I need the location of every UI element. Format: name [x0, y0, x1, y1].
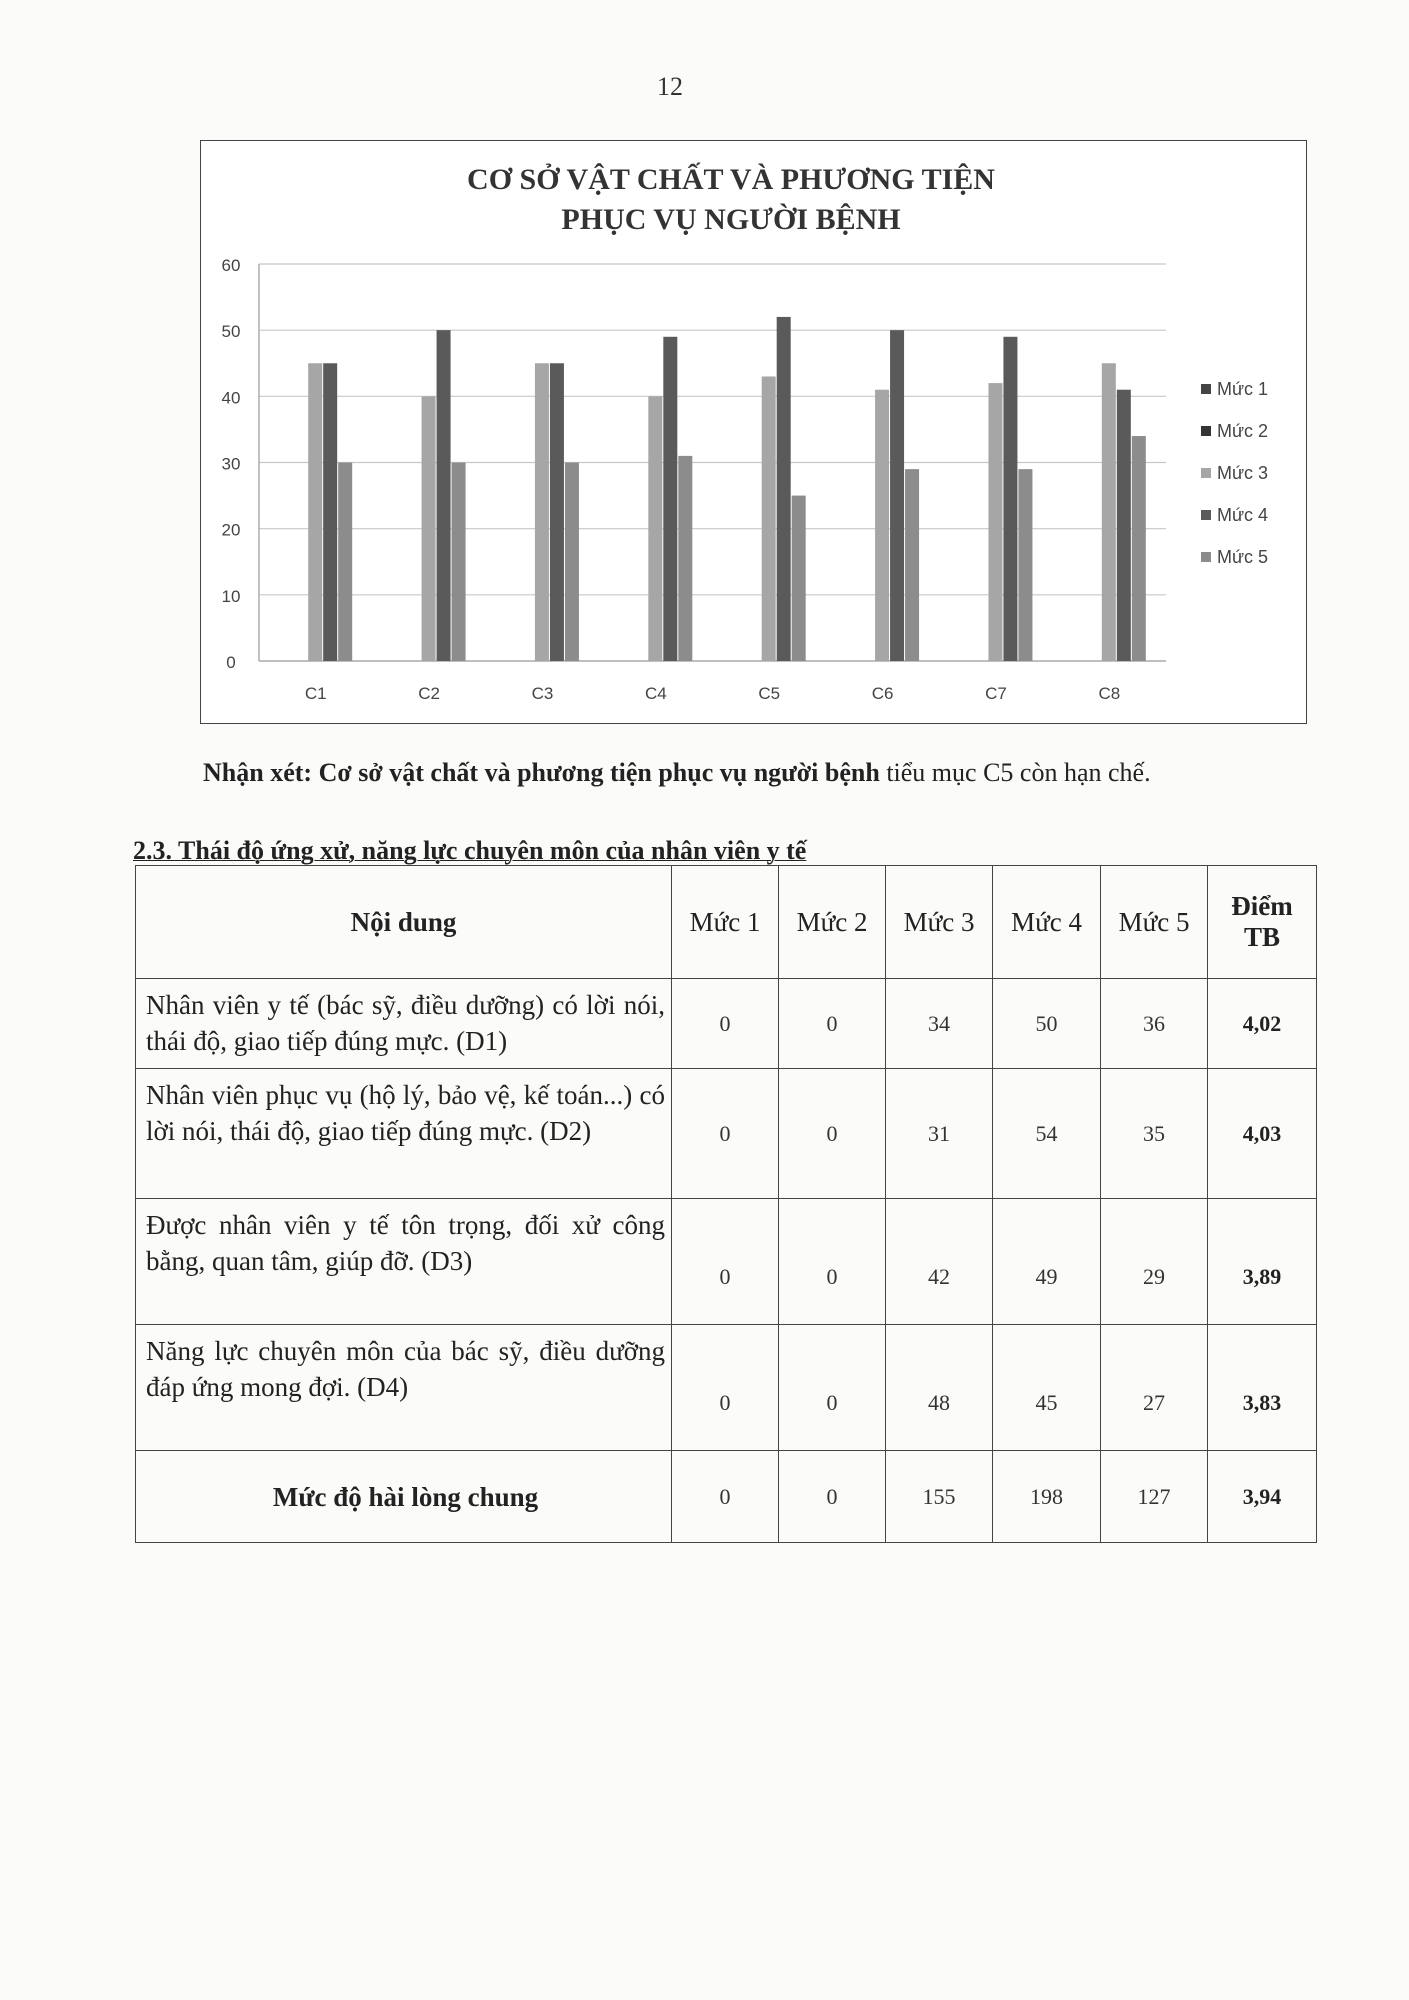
total-label: Mức độ hài lòng chung: [136, 1451, 672, 1543]
y-tick-label: 10: [221, 586, 241, 606]
remark-text: tiểu mục C5 còn hạn chế.: [886, 758, 1151, 787]
x-axis-ticks: [305, 684, 1120, 703]
chart-title-line1: CƠ SỞ VẬT CHẤT VÀ PHƯƠNG TIỆN: [467, 163, 995, 196]
bar-c2-series5: [452, 463, 466, 662]
y-tick-label: 20: [221, 520, 241, 540]
bar-chart: [200, 140, 1307, 724]
row-content: Được nhân viên y tế tôn trọng, đối xử công bằng, quan tâm, giúp đỡ. (D3): [136, 1199, 672, 1325]
cell-level3: 31: [886, 1069, 993, 1199]
cell-level2: 0: [779, 979, 886, 1069]
legend-swatch: [1201, 384, 1211, 394]
cell-level5: 29: [1101, 1199, 1208, 1325]
bar-c5-series4: [777, 317, 791, 661]
bar-c3-series5: [565, 463, 579, 662]
table-row: [136, 1069, 1317, 1199]
total-level4: 198: [993, 1451, 1101, 1543]
x-tick-label: C4: [644, 684, 667, 703]
bar-c4-series4: [663, 337, 677, 661]
remark-paragraph: [133, 756, 1313, 790]
cell-average: 4,03: [1208, 1069, 1317, 1199]
remark-label: Nhận xét:: [203, 758, 313, 787]
cell-level2: 0: [779, 1199, 886, 1325]
row-content: Nhân viên phục vụ (hộ lý, bảo vệ, kế toán...) có lời nói, thái độ, giao tiếp đúng mực. (D2): [136, 1069, 672, 1199]
cell-level2: 0: [779, 1069, 886, 1199]
bar-c1-series3: [308, 363, 322, 661]
cell-level5: 36: [1101, 979, 1208, 1069]
x-tick-label: C3: [531, 684, 554, 703]
cell-level5: 27: [1101, 1325, 1208, 1451]
bar-c7-series5: [1018, 469, 1032, 661]
chart-title-line2: PHỤC VỤ NGƯỜI BỆNH: [561, 203, 901, 236]
cell-level4: 50: [993, 979, 1101, 1069]
chart-legend: [1201, 379, 1268, 567]
bar-c8-series4: [1117, 390, 1131, 661]
cell-average: 4,02: [1208, 979, 1317, 1069]
total-level2: 0: [779, 1451, 886, 1543]
bar-c7-series4: [1003, 337, 1017, 661]
total-level3: 155: [886, 1451, 993, 1543]
cell-level1: 0: [672, 1069, 779, 1199]
cell-level3: 34: [886, 979, 993, 1069]
bar-c8-series5: [1132, 436, 1146, 661]
legend-swatch: [1201, 510, 1211, 520]
y-tick-label: 30: [221, 454, 241, 474]
cell-level4: 49: [993, 1199, 1101, 1325]
legend-label: Mức 4: [1217, 505, 1269, 525]
table-row: [136, 1325, 1317, 1451]
bar-c8-series3: [1102, 363, 1116, 661]
cell-level4: 45: [993, 1325, 1101, 1451]
cell-level5: 35: [1101, 1069, 1208, 1199]
header-average: [1208, 866, 1317, 979]
legend-label: Mức 3: [1217, 463, 1269, 483]
chart-bars: [308, 317, 1146, 661]
chart-canvas: [201, 141, 1306, 723]
y-tick-label: 0: [226, 653, 236, 672]
cell-level2: 0: [779, 1325, 886, 1451]
table-row: [136, 1199, 1317, 1325]
page-number: 12: [657, 72, 683, 101]
bar-c4-series3: [648, 396, 662, 661]
bar-c6-series5: [905, 469, 919, 661]
header-average-line1: Điểm: [1231, 891, 1293, 921]
row-content: Năng lực chuyên môn của bác sỹ, điều dưỡng đáp ứng mong đợi. (D4): [136, 1325, 672, 1451]
header-average-line2: TB: [1243, 922, 1281, 952]
legend-swatch: [1201, 426, 1211, 436]
bar-c5-series5: [792, 496, 806, 661]
legend-swatch: [1201, 552, 1211, 562]
y-tick-label: 40: [221, 388, 241, 408]
bar-c5-series3: [762, 376, 776, 661]
x-tick-label: C8: [1098, 684, 1121, 703]
legend-label: Mức 5: [1217, 547, 1269, 567]
x-tick-label: C2: [418, 684, 440, 703]
cell-level4: 54: [993, 1069, 1101, 1199]
cell-level1: 0: [672, 979, 779, 1069]
y-tick-label: 60: [221, 256, 241, 275]
table-row-total: [136, 1451, 1317, 1543]
bar-c6-series3: [875, 390, 889, 661]
x-tick-label: C7: [985, 684, 1007, 703]
bar-c2-series3: [422, 396, 436, 661]
total-average: 3,94: [1208, 1451, 1317, 1543]
staff-attitude-table: [135, 865, 1317, 1543]
legend-label: Mức 1: [1217, 379, 1269, 399]
remark-bold-text: Cơ sở vật chất và phương tiện phục vụ người bệnh: [318, 758, 880, 787]
bar-c3-series4: [550, 363, 564, 661]
legend-swatch: [1201, 468, 1211, 478]
bar-c7-series3: [988, 383, 1002, 661]
header-content: Nội dung: [136, 866, 672, 979]
bar-c1-series4: [323, 363, 337, 661]
cell-level1: 0: [672, 1325, 779, 1451]
bar-c2-series4: [437, 330, 451, 661]
y-axis-ticks: [222, 256, 241, 672]
bar-c6-series4: [890, 330, 904, 661]
cell-average: 3,83: [1208, 1325, 1317, 1451]
total-level1: 0: [672, 1451, 779, 1543]
cell-level3: 48: [886, 1325, 993, 1451]
bar-c1-series5: [338, 463, 352, 662]
x-tick-label: C6: [871, 684, 894, 703]
row-content: Nhân viên y tế (bác sỹ, điều dưỡng) có lời nói, thái độ, giao tiếp đúng mực. (D1): [136, 979, 672, 1069]
table-row: [136, 979, 1317, 1069]
bar-c4-series5: [678, 456, 692, 661]
y-tick-label: 50: [221, 322, 241, 342]
bar-c3-series3: [535, 363, 549, 661]
header-level5: Mức 5: [1101, 866, 1208, 979]
cell-average: 3,89: [1208, 1199, 1317, 1325]
section-heading: 2.3. Thái độ ứng xử, năng lực chuyên môn của nhân viên y tế: [133, 836, 807, 865]
legend-label: Mức 2: [1217, 421, 1269, 441]
header-level1: Mức 1: [672, 866, 779, 979]
header-level2: Mức 2: [779, 866, 886, 979]
cell-level3: 42: [886, 1199, 993, 1325]
table-header-row: [136, 866, 1317, 979]
header-level3: Mức 3: [886, 866, 993, 979]
x-tick-label: C1: [304, 684, 327, 703]
cell-level1: 0: [672, 1199, 779, 1325]
total-level5: 127: [1101, 1451, 1208, 1543]
header-level4: Mức 4: [993, 866, 1101, 979]
x-tick-label: C5: [758, 684, 781, 703]
